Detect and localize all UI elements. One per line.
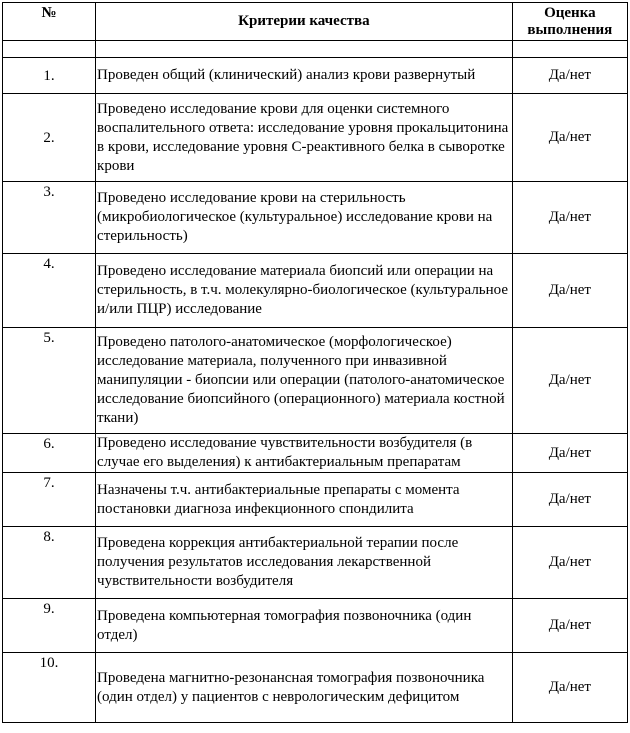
row-number: 8. — [3, 527, 96, 599]
row-number: 9. — [3, 599, 96, 653]
row-criteria: Проведена компьютерная томография позвоночника (один отдел) — [96, 599, 513, 653]
row-number: 3. — [3, 182, 96, 254]
header-criteria: Критерии качества — [96, 3, 513, 41]
row-criteria: Проведена коррекция антибактериальной терапии после получения результатов исследования лекарственной чувствительности возбудителя — [96, 527, 513, 599]
table-row — [3, 473, 628, 527]
row-number: 1. — [3, 58, 96, 94]
empty-cell — [3, 41, 96, 58]
row-evaluation: Да/нет — [512, 182, 627, 254]
row-evaluation: Да/нет — [512, 527, 627, 599]
table-row — [3, 527, 628, 599]
row-criteria: Проведено патолого-анатомическое (морфологическое) исследование материала, полученного при инвазивной манипуляции - биопсии или операции (патолого-анатомическое исследование биопсийного (операционного) материала костной ткани) — [96, 328, 513, 434]
header-row — [3, 3, 628, 41]
row-evaluation: Да/нет — [512, 599, 627, 653]
row-number: 2. — [3, 94, 96, 182]
row-evaluation: Да/нет — [512, 434, 627, 473]
row-number: 6. — [3, 434, 96, 473]
row-number: 10. — [3, 653, 96, 723]
row-evaluation: Да/нет — [512, 653, 627, 723]
row-evaluation: Да/нет — [512, 328, 627, 434]
header-number: № — [3, 3, 96, 41]
table-row — [3, 599, 628, 653]
row-evaluation: Да/нет — [512, 94, 627, 182]
table-row — [3, 254, 628, 328]
row-criteria: Проведено исследование чувствительности возбудителя (в случае его выделения) к антибактериальным препаратам — [96, 434, 513, 473]
row-criteria: Проведено исследование крови для оценки системного воспалительного ответа: исследование уровня прокальцитонина в крови, исследование уровня С-реактивного белка в сыворотке крови — [96, 94, 513, 182]
table-row — [3, 328, 628, 434]
table-row — [3, 182, 628, 254]
table-row — [3, 94, 628, 182]
row-number: 4. — [3, 254, 96, 328]
empty-row — [3, 41, 628, 58]
row-criteria: Назначены т.ч. антибактериальные препараты с момента постановки диагноза инфекционного спондилита — [96, 473, 513, 527]
row-criteria: Проведен общий (клинический) анализ крови развернутый — [96, 58, 513, 94]
table-row — [3, 653, 628, 723]
table-row — [3, 58, 628, 94]
quality-criteria-table — [2, 2, 628, 723]
table-row — [3, 434, 628, 473]
empty-cell — [96, 41, 513, 58]
row-criteria: Проведена магнитно-резонансная томография позвоночника (один отдел) у пациентов с неврологическим дефицитом — [96, 653, 513, 723]
row-evaluation: Да/нет — [512, 58, 627, 94]
empty-cell — [512, 41, 627, 58]
row-number: 7. — [3, 473, 96, 527]
row-evaluation: Да/нет — [512, 473, 627, 527]
row-criteria: Проведено исследование крови на стерильность (микробиологическое (культуральное) исследование крови на стерильность) — [96, 182, 513, 254]
row-criteria: Проведено исследование материала биопсий или операции на стерильность, в т.ч. молекулярно-биологическое (культуральное и/или ПЦР) исследование — [96, 254, 513, 328]
row-evaluation: Да/нет — [512, 254, 627, 328]
row-number: 5. — [3, 328, 96, 434]
header-evaluation: Оценка выполнения — [512, 3, 627, 41]
